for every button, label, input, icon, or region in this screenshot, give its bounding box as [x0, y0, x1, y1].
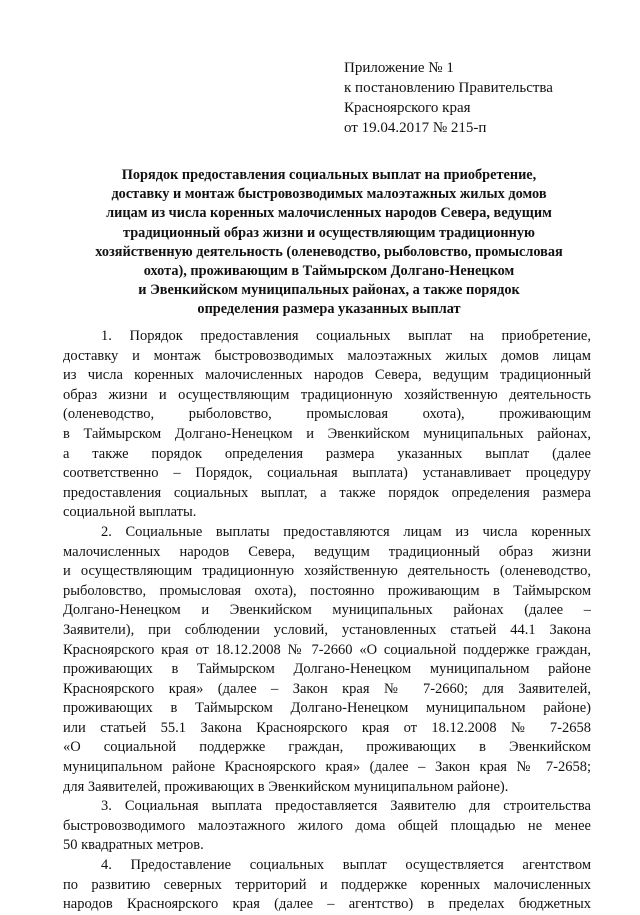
paragraph-line: рыболовство, промысловая охота), постоянно проживающим в Таймырском [63, 582, 591, 599]
document-body [63, 327, 591, 915]
appendix-region: Красноярского края [344, 100, 471, 116]
paragraph-line: доставку и монтаж быстровозводимых малоэтажных жилых домов лицам [63, 347, 591, 364]
appendix-date: от 19.04.2017 № 215-п [344, 120, 487, 136]
paragraph-line: малочисленных народов Севера, ведущим традиционный образ жизни [63, 543, 591, 560]
paragraph-line: по развитию северных территорий и поддержке коренных малочисленных [63, 876, 591, 893]
title-line: охота), проживающим в Таймырском Долгано-Ненецком [143, 263, 515, 280]
paragraph-line: 2. Социальные выплаты предоставляются лицам из числа коренных [101, 523, 591, 540]
paragraph-3 [63, 797, 591, 856]
paragraph-1 [63, 327, 591, 523]
appendix-header [344, 58, 553, 138]
paragraph-line: проживающих в Таймырском Долгано-Ненецком муниципальном районе) [63, 700, 591, 717]
appendix-number: Приложение № 1 [344, 60, 454, 76]
paragraph-line: быстровозводимого малоэтажного жилого дома общей площадью не менее [63, 817, 591, 834]
paragraph-line: 4. Предоставление социальных выплат осуществляется агентством [101, 857, 591, 874]
paragraph-line: а также порядок определения размера указанных выплат (далее [63, 445, 591, 462]
title-line: и Эвенкийском муниципальных районах, а также порядок [138, 282, 520, 299]
paragraph-line: Долгано-Ненецком и Эвенкийском муниципальных районах (далее – [63, 602, 591, 619]
paragraph-line: Красноярского края» (далее – Закон края № 7-2660; для Заявителей, [63, 680, 591, 697]
paragraph-line: социальной выплаты. [63, 504, 197, 521]
paragraph-line: из числа коренных малочисленных народов Севера, ведущим традиционный [63, 367, 591, 384]
paragraph-line: муниципальном районе Красноярского края» (далее – Закон края № 7-2658; [63, 759, 591, 776]
title-line: хозяйственную деятельность (оленеводство, рыболовство, промысловая [95, 243, 563, 260]
title-line: лицам из числа коренных малочисленных народов Севера, ведущим [106, 205, 552, 222]
paragraph-line: Красноярского края от 18.12.2008 № 7-2660 «О социальной поддержке граждан, [63, 641, 591, 658]
title-line: определения размера указанных выплат [197, 301, 461, 318]
paragraph-line: образ жизни и осуществляющим традиционную хозяйственную деятельность [63, 386, 591, 403]
paragraph-line: проживающих в Таймырском Долгано-Ненецком муниципальном районе [63, 661, 591, 678]
title-line: доставку и монтаж быстровозводимых малоэтажных жилых домов [111, 186, 547, 203]
paragraph-line: и осуществляющим традиционную хозяйственную деятельность (оленеводство, [63, 563, 591, 580]
paragraph-line: соответственно – Порядок, социальная выплата) устанавливает процедуру [63, 465, 591, 482]
paragraph-line: 1. Порядок предоставления социальных выплат на приобретение, [101, 328, 591, 344]
paragraph-line: для Заявителей, проживающих в Эвенкийском муниципальном районе). [63, 778, 509, 795]
title-line: традиционный образ жизни и осуществляющим традиционную [123, 224, 535, 241]
paragraph-line: предоставления социальных выплат, а также порядок определения размера [63, 484, 591, 501]
paragraph-2 [63, 523, 591, 797]
paragraph-line: 3. Социальная выплата предоставляется Заявителю для строительства [101, 798, 591, 815]
paragraph-line: (оленеводство, рыболовство, промысловая охота), проживающим [63, 406, 591, 423]
paragraph-line: народов Красноярского края (далее – агентство) в пределах бюджетных [63, 896, 591, 913]
paragraph-line: 50 квадратных метров. [63, 837, 204, 854]
appendix-resolution: к постановлению Правительства [344, 80, 553, 96]
paragraph-line: «О социальной поддержке граждан, проживающих в Эвенкийском [63, 739, 591, 756]
paragraph-line: или статьей 55.1 Закона Красноярского края от 18.12.2008 № 7-2658 [63, 719, 591, 736]
document-title [70, 166, 588, 320]
paragraph-line: Заявители), при соблюдении условий, установленных статьей 44.1 Закона [63, 621, 591, 638]
title-line: Порядок предоставления социальных выплат на приобретение, [121, 167, 537, 183]
paragraph-4 [63, 856, 591, 915]
paragraph-line: в Таймырском Долгано-Ненецком и Эвенкийском муниципальных районах, [63, 425, 591, 442]
